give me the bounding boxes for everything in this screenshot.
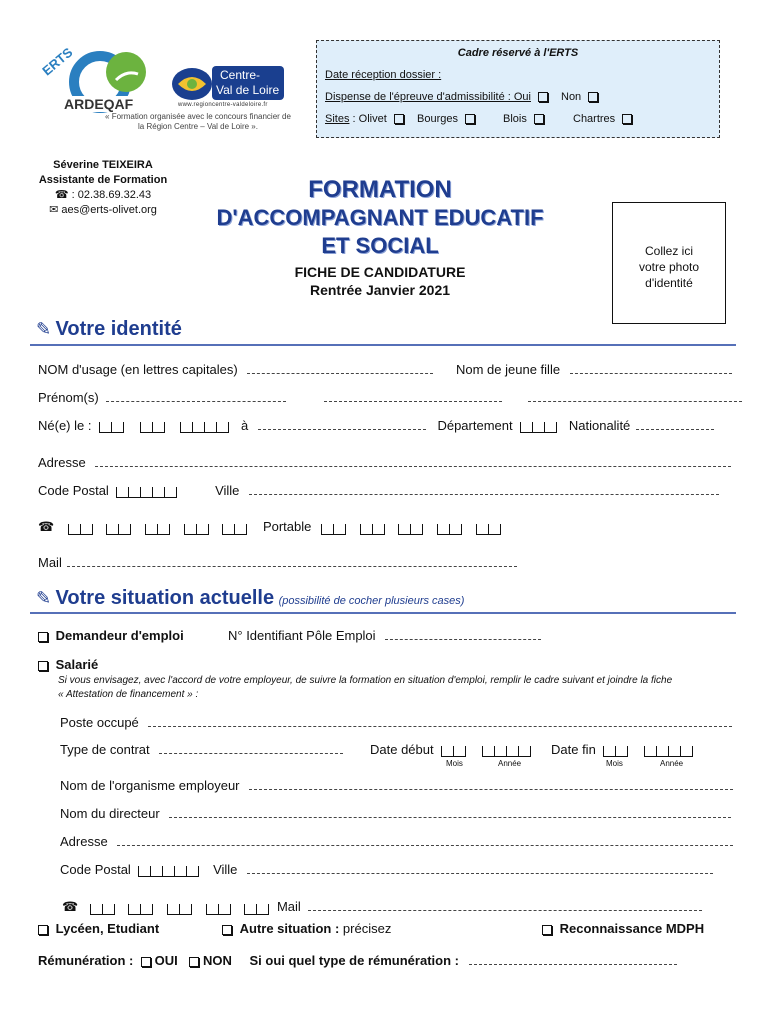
remuneration-row [38, 953, 677, 968]
organisme-label: Nom de l'organisme employeur [60, 778, 240, 793]
site-chartres [573, 113, 632, 125]
phone-boxes-2[interactable] [106, 524, 131, 535]
salarie-note [58, 674, 738, 702]
prenoms-label: Prénom(s) [38, 390, 99, 405]
demandeur-label: Demandeur d'emploi [55, 628, 184, 643]
salarie-row [38, 657, 98, 672]
employeur-ville-label: Ville [213, 862, 238, 877]
employeur-phone-boxes-5[interactable] [244, 904, 269, 915]
site-bourges-label: Bourges [417, 113, 458, 125]
site-blois [503, 113, 544, 125]
departement-boxes[interactable] [520, 422, 557, 433]
date-fin-year-boxes[interactable] [644, 746, 693, 757]
type-contrat-field[interactable] [159, 742, 343, 754]
site-bourges-checkbox[interactable] [465, 114, 475, 124]
birth-day-boxes[interactable] [99, 422, 124, 433]
mobile-boxes-5[interactable] [476, 524, 501, 535]
remuneration-type-label: Si oui quel type de rémunération : [249, 953, 459, 968]
region-logo-url: www.regioncentre-valdeloire.fr [178, 102, 268, 108]
situation-section-header [36, 587, 464, 610]
code-postal-row [38, 483, 719, 498]
mobile-boxes-3[interactable] [398, 524, 423, 535]
nationalite-field[interactable] [636, 418, 714, 430]
employeur-mail-label: Mail [276, 899, 301, 914]
title-line1: FORMATION [308, 176, 452, 203]
employeur-phone-row [62, 899, 702, 915]
employeur-telephone-icon: ☎ [62, 899, 79, 914]
adresse-row [38, 455, 731, 470]
remuneration-non-checkbox[interactable] [189, 957, 199, 967]
date-debut-label: Date début [370, 742, 434, 757]
ardeqaf-logo-text: ARDEQAF [64, 96, 134, 112]
employeur-ville-field[interactable] [247, 862, 713, 874]
dispense-non-checkbox[interactable] [588, 92, 598, 102]
birth-place-field[interactable] [258, 418, 426, 430]
lyceen-label: Lycéen, Etudiant [55, 921, 160, 936]
date-debut-year-boxes[interactable] [482, 746, 531, 757]
dispense-non-row [561, 91, 598, 103]
funding-note [86, 112, 310, 132]
date-fin-month-boxes[interactable] [603, 746, 628, 757]
nom-jeune-fille-field[interactable] [570, 362, 732, 374]
directeur-label: Nom du directeur [60, 806, 160, 821]
date-debut-annee-caption: Année [498, 759, 522, 768]
mdph-row [542, 921, 704, 936]
remuneration-label: Rémunération : [38, 953, 134, 968]
portable-label: Portable [262, 519, 312, 534]
mobile-boxes-1[interactable] [321, 524, 346, 535]
mobile-boxes-2[interactable] [360, 524, 385, 535]
ville-label: Ville [215, 483, 240, 498]
employeur-code-postal-label: Code Postal [60, 862, 131, 877]
salarie-checkbox[interactable] [38, 661, 48, 671]
funding-note-line1: « Formation organisée avec le concours financier de [105, 112, 291, 121]
birth-place-label: à [240, 418, 249, 433]
ville-field[interactable] [249, 483, 719, 495]
title-line3: ET SOCIAL [321, 233, 439, 258]
situation-section-rule [30, 612, 736, 614]
code-postal-label: Code Postal [38, 483, 109, 498]
organisme-row [60, 778, 733, 793]
identifiant-field[interactable] [385, 628, 541, 640]
contrat-row [60, 742, 343, 757]
site-chartres-label: Chartres [573, 113, 616, 125]
departement-label: Département [437, 418, 513, 433]
phone-boxes-3[interactable] [145, 524, 170, 535]
nom-usage-field[interactable] [247, 362, 433, 374]
mail-field[interactable] [67, 555, 517, 567]
situation-section-title: Votre situation actuelle [55, 587, 275, 609]
erts-logo [38, 40, 150, 116]
identity-section-header [36, 318, 182, 341]
contact-email[interactable]: aes@erts-olivet.org [61, 204, 157, 216]
employeur-adresse-field[interactable] [117, 834, 733, 846]
site-chartres-checkbox[interactable] [622, 114, 632, 124]
directeur-field[interactable] [169, 806, 731, 818]
photo-box-line1: Collez ici [644, 244, 693, 258]
title-line2: D'ACCOMPAGNANT EDUCATIF [216, 205, 544, 230]
identifiant-label: N° Identifiant Pôle Emploi [228, 628, 376, 643]
autre-row [222, 921, 391, 936]
site-blois-label: Blois [503, 113, 527, 125]
code-postal-boxes[interactable] [116, 487, 177, 498]
birth-row [38, 418, 714, 433]
date-fin-label: Date fin [551, 742, 596, 757]
region-logo-icon [170, 66, 214, 102]
employeur-adresse-label: Adresse [60, 834, 108, 849]
nom-usage-label: NOM d'usage (en lettres capitales) [38, 362, 238, 377]
nom-jeune-fille-label: Nom de jeune fille [456, 362, 561, 377]
directeur-row [60, 806, 731, 821]
autre-label: Autre situation : [239, 921, 340, 936]
prenom-2-field[interactable] [324, 390, 502, 402]
region-logo-line2: Val de Loire [216, 83, 280, 97]
employeur-phone-boxes-4[interactable] [206, 904, 231, 915]
remuneration-oui-label: OUI [154, 953, 178, 968]
demandeur-checkbox[interactable] [38, 632, 48, 642]
phone-icon: ☎ [54, 189, 69, 201]
situation-section-hint: (possibilité de cocher plusieurs cases) [278, 595, 465, 607]
poste-row [60, 715, 732, 730]
photo-box[interactable] [612, 202, 726, 324]
ne-le-label: Né(e) le : [38, 418, 92, 433]
nom-jeune-fille-row [456, 362, 732, 377]
dispense-row [325, 91, 548, 103]
sites-label: Sites [325, 113, 350, 125]
site-olivet-label: : Olivet [349, 113, 387, 125]
date-debut-mois-caption: Mois [446, 759, 463, 768]
nationalite-label: Nationalité [568, 418, 631, 433]
pencil-icon: ✎ [36, 588, 52, 608]
adresse-label: Adresse [38, 455, 86, 470]
phone-boxes-4[interactable] [184, 524, 209, 535]
remuneration-oui-checkbox[interactable] [141, 957, 151, 967]
contact-name: Séverine TEIXEIRA [53, 159, 153, 171]
contact-role: Assistante de Formation [38, 174, 168, 186]
employeur-adresse-row [60, 834, 733, 849]
reserved-box [316, 40, 720, 138]
pencil-icon: ✎ [36, 319, 52, 339]
mdph-label: Reconnaissance MDPH [559, 921, 705, 936]
funding-note-line2: la Région Centre – Val de Loire ». [138, 122, 258, 131]
identity-section-title: Votre identité [55, 318, 182, 340]
demandeur-row [38, 628, 184, 643]
poste-label: Poste occupé [60, 715, 139, 730]
salarie-label: Salarié [55, 657, 99, 672]
mail-row [38, 555, 517, 570]
date-reception-label: Date réception dossier : [325, 69, 442, 81]
telephone-icon: ☎ [38, 519, 55, 534]
employeur-phone-boxes-2[interactable] [128, 904, 153, 915]
poste-field[interactable] [148, 715, 732, 727]
birth-year-boxes[interactable] [180, 422, 229, 433]
prenoms-row [38, 390, 742, 405]
lyceen-row [38, 921, 159, 936]
contact-block [28, 158, 178, 218]
birth-month-boxes[interactable] [140, 422, 165, 433]
dispense-oui-checkbox[interactable] [538, 92, 548, 102]
identity-section-rule [30, 344, 736, 346]
date-debut-month-boxes[interactable] [441, 746, 466, 757]
autre-checkbox[interactable] [222, 925, 232, 935]
type-contrat-label: Type de contrat [60, 742, 150, 757]
contact-phone-row [28, 188, 178, 203]
employeur-mail-field[interactable] [308, 899, 702, 911]
region-logo [170, 64, 286, 110]
contact-email-row [28, 203, 178, 218]
remuneration-type-field[interactable] [469, 953, 677, 965]
identifiant-row [228, 628, 541, 643]
mail-label: Mail [38, 555, 62, 570]
dispense-non-label: Non [561, 91, 582, 103]
phone-boxes-5[interactable] [222, 524, 247, 535]
employeur-cp-row [60, 862, 713, 877]
title-block [190, 176, 570, 298]
prenom-1-field[interactable] [106, 390, 286, 402]
adresse-field[interactable] [95, 455, 731, 467]
date-fin-row [551, 742, 693, 757]
site-blois-checkbox[interactable] [534, 114, 544, 124]
contact-phone: : 02.38.69.32.43 [71, 189, 152, 201]
employeur-phone-boxes-3[interactable] [167, 904, 192, 915]
prenom-3-field[interactable] [528, 390, 742, 402]
dispense-label: Dispense de l'épreuve d'admissibilité : Oui [325, 91, 531, 103]
photo-box-line2: votre photo [638, 260, 700, 274]
phone-boxes-1[interactable] [68, 524, 93, 535]
lyceen-checkbox[interactable] [38, 925, 48, 935]
site-olivet [325, 113, 404, 125]
salarie-note-line2: « Attestation de financement » : [58, 689, 199, 700]
subtitle-fiche: FICHE DE CANDIDATURE [294, 264, 466, 280]
nom-usage-row [38, 362, 433, 377]
region-logo-line1: Centre- [220, 68, 261, 82]
email-icon: ✉ [49, 204, 59, 216]
organisme-field[interactable] [249, 778, 733, 790]
autre-hint: précisez [342, 921, 392, 936]
subtitle-rentree: Rentrée Janvier 2021 [309, 282, 451, 298]
site-olivet-checkbox[interactable] [394, 114, 404, 124]
salarie-note-line1: Si vous envisagez, avec l'accord de votre employeur, de suivre la formation en situation d'emploi, remplir le cadre suivant et joindre la fiche [58, 675, 673, 686]
mobile-boxes-4[interactable] [437, 524, 462, 535]
photo-box-line3: d'identité [645, 276, 693, 290]
employeur-code-postal-boxes[interactable] [138, 866, 199, 877]
reserved-box-title: Cadre réservé à l'ERTS [457, 47, 579, 59]
date-fin-annee-caption: Année [660, 759, 684, 768]
site-bourges [417, 113, 475, 125]
phone-row [38, 519, 501, 535]
date-debut-row [370, 742, 531, 757]
erts-logo-text: ERTS [39, 44, 76, 79]
date-fin-mois-caption: Mois [606, 759, 623, 768]
mdph-checkbox[interactable] [542, 925, 552, 935]
remuneration-non-label: NON [202, 953, 232, 968]
employeur-phone-boxes-1[interactable] [90, 904, 115, 915]
